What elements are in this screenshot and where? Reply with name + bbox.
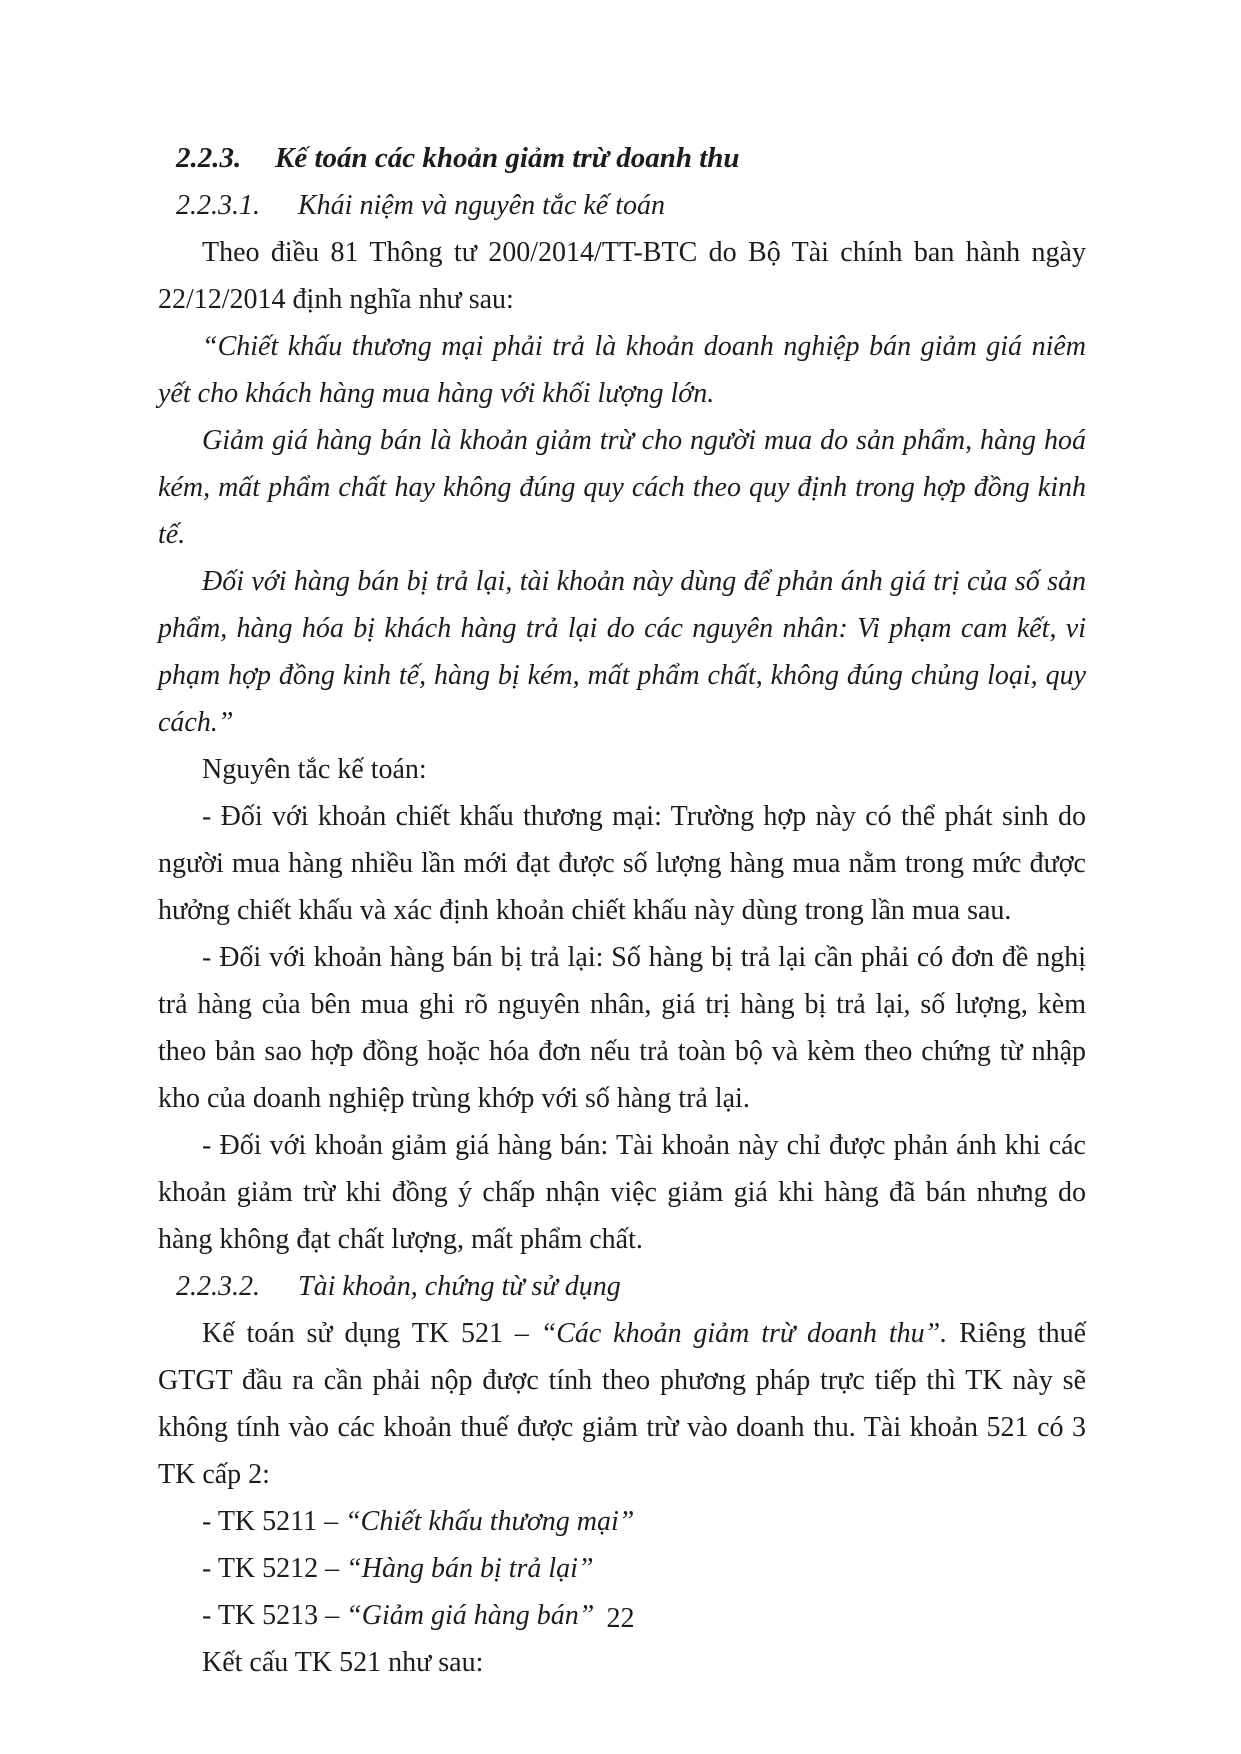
paragraph-quote-sales-allowance: Giảm giá hàng bán là khoản giảm trừ cho người mua do sản phẩm, hàng hoá kém, mất phẩm chất hay không đúng quy cách theo quy định trong hợp đồng kinh tế. (158, 425, 1086, 550)
paragraph-principle-sales-returns: - Đối với khoản hàng bán bị trả lại: Số hàng bị trả lại cần phải có đơn đề nghị trả hàng của bên mua ghi rõ nguyên nhân, giá trị hàng bị trả lại, số lượng, kèm theo bản sao hợp đồng hoặc hóa đơn nếu trả toàn bộ và kèm theo chứng từ nhập kho của doanh nghiệp trùng khớp với số hàng trả lại. (158, 942, 1086, 1114)
account-name-quoted: “Chiết khấu thương mại” (345, 1506, 635, 1537)
list-item-tk-5212 (158, 1545, 1086, 1592)
paragraph-quote-sales-returns: Đối với hàng bán bị trả lại, tài khoản này dùng để phản ánh giá trị của số sản phẩm, hàng hóa bị khách hàng trả lại do các nguyên nhân: Vi phạm cam kết, vi phạm hợp đồng kinh tế, hàng bị kém, mất phẩm chất, không đúng chủng loại, quy cách.” (158, 566, 1086, 738)
account-name-quoted: “Giảm giá hàng bán” (346, 1600, 595, 1631)
account-code: - TK 5212 – (202, 1553, 347, 1584)
heading-title: Khái niệm và nguyên tắc kế toán (298, 190, 666, 221)
paragraph-principles-label: Nguyên tắc kế toán: (202, 754, 427, 785)
heading-number: 2.2.3.1. (176, 190, 260, 221)
heading-number: 2.2.3. (176, 142, 242, 174)
paragraph-structure-label: Kết cấu TK 521 như sau: (202, 1647, 484, 1678)
paragraph-principle-sales-allowance: - Đối với khoản giảm giá hàng bán: Tài khoản này chỉ được phản ánh khi các khoản giảm trừ khi đồng ý chấp nhận việc giảm giá khi hàng đã bán nhưng do hàng không đạt chất lượng, mất phẩm chất. (158, 1130, 1086, 1255)
heading-2-2-3 (176, 135, 1086, 182)
page-number: 22 (606, 1603, 635, 1634)
list-item-tk-5211 (158, 1498, 1086, 1545)
heading-number: 2.2.3.2. (176, 1271, 260, 1302)
account-usage-text: Kế toán sử dụng TK 521 – (202, 1318, 541, 1349)
paragraph-intro: Theo điều 81 Thông tư 200/2014/TT-BTC do Bộ Tài chính ban hành ngày 22/12/2014 định nghĩa như sau: (158, 237, 1086, 315)
document-body (158, 135, 1086, 1686)
heading-title: Tài khoản, chứng từ sử dụng (298, 1271, 621, 1302)
account-name-quoted: “Các khoản giảm trừ doanh thu”. (540, 1318, 948, 1349)
heading-2-2-3-1 (176, 182, 1086, 229)
account-code: - TK 5213 – (202, 1600, 347, 1631)
heading-2-2-3-2 (176, 1263, 1086, 1310)
account-usage-text: Riêng thuế GTGT đầu ra cần phải nộp được tính theo phương pháp trực tiếp thì TK này sẽ không tính vào các khoản thuế được giảm trừ vào doanh thu. Tài khoản 521 có 3 TK cấp 2: (158, 1318, 1087, 1490)
account-code: - TK 5211 – (202, 1506, 346, 1537)
paragraph-account-usage (158, 1310, 1086, 1498)
paragraph-principle-trade-discount: - Đối với khoản chiết khấu thương mại: Trường hợp này có thể phát sinh do người mua hàng nhiều lần mới đạt được số lượng hàng mua nằm trong mức được hưởng chiết khấu và xác định khoản chiết khấu này dùng trong lần mua sau. (158, 801, 1086, 926)
heading-title: Kế toán các khoản giảm trừ doanh thu (275, 142, 740, 174)
paragraph-quote-trade-discount: “Chiết khấu thương mại phải trả là khoản doanh nghiệp bán giảm giá niêm yết cho khách hàng mua hàng với khối lượng lớn. (158, 331, 1086, 409)
account-name-quoted: “Hàng bán bị trả lại” (346, 1553, 594, 1584)
